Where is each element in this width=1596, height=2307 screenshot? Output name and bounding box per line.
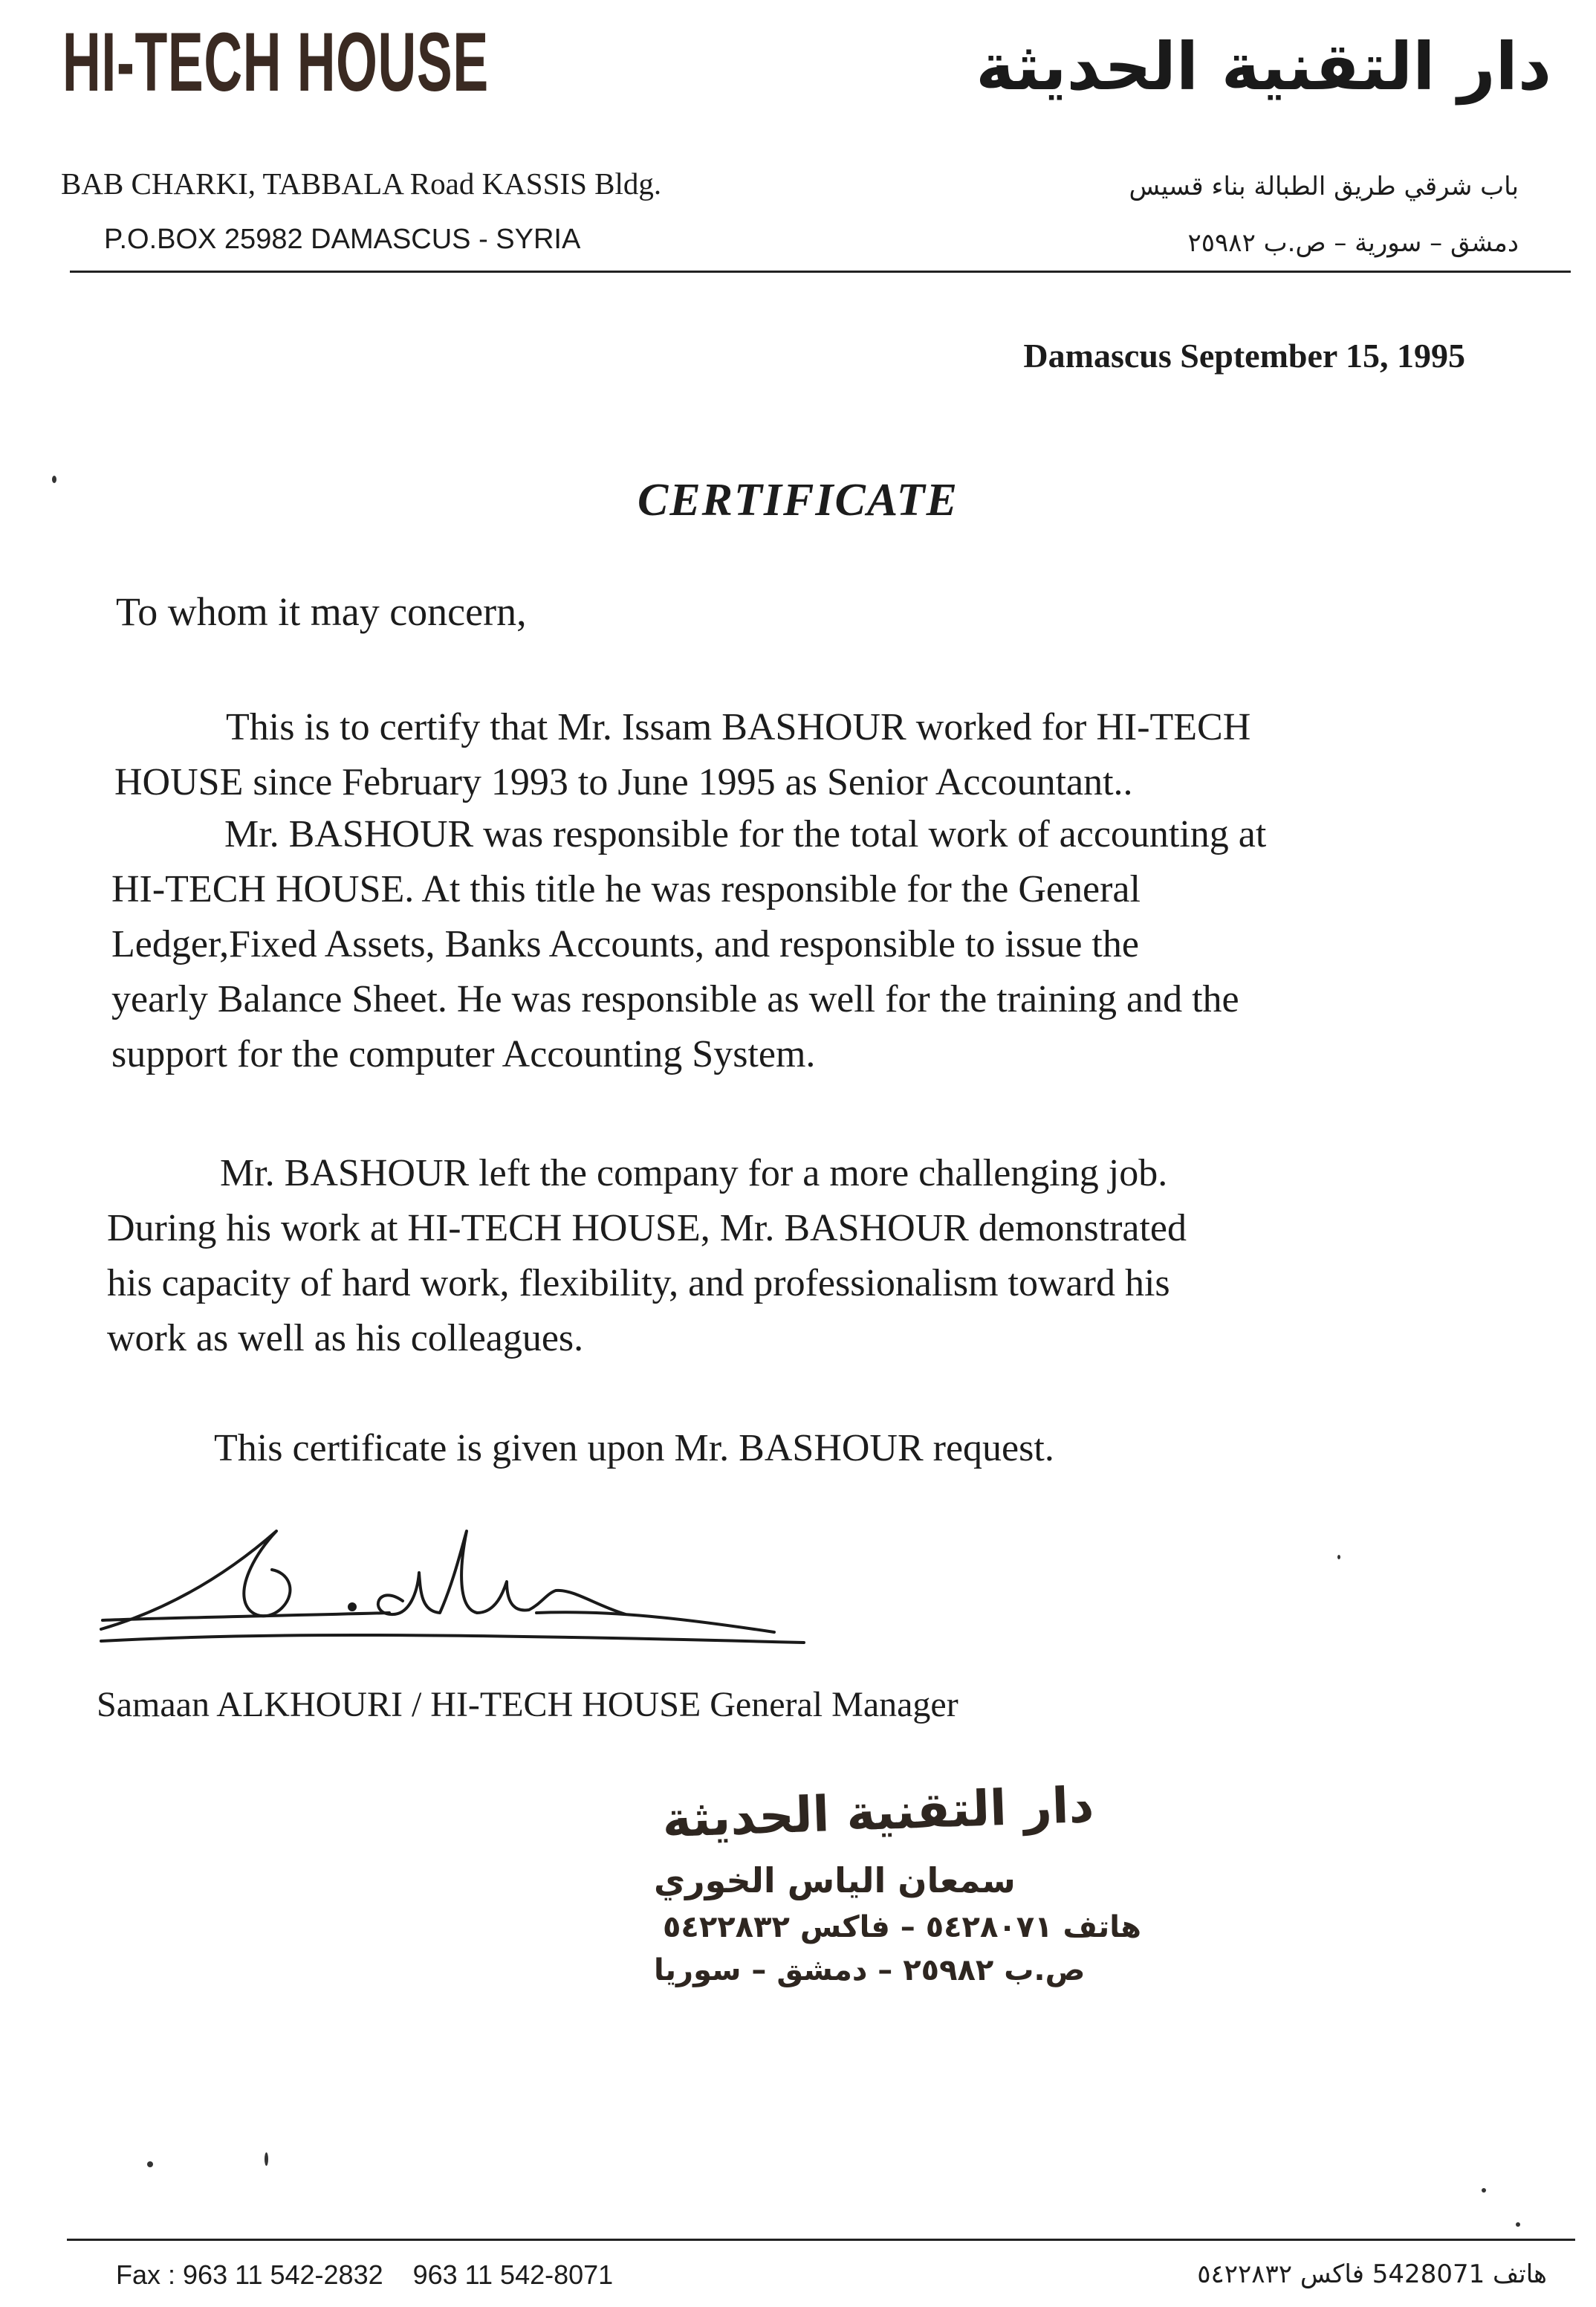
paragraph-line: Ledger,Fixed Assets, Banks Accounts, and responsible to issue the <box>111 923 1139 965</box>
scan-speck <box>1482 2188 1486 2193</box>
paragraph-line: Mr. BASHOUR left the company for a more challenging job. <box>220 1152 1168 1194</box>
paragraph-line: HI-TECH HOUSE. At this title he was responsible for the General <box>111 868 1141 910</box>
footer-fax-ar: هاتف 5428071 فاكس ٥٤٢٢٨٣٢ <box>1197 2259 1547 2289</box>
fax-number-1: 963 11 542-2832 <box>183 2259 383 2290</box>
paragraph-3 <box>107 1146 1187 1366</box>
svg-text:دار التقنية الحديثة: دار التقنية الحديثة <box>661 1776 1095 1849</box>
salutation: To whom it may concern, <box>116 589 527 634</box>
paragraph-line: support for the computer Accounting System. <box>111 1033 816 1075</box>
company-stamp-image <box>163 1776 1141 1999</box>
svg-text:سمعان الياس الخوري: سمعان الياس الخوري <box>654 1860 1016 1900</box>
address-en-line2: P.O.BOX 25982 DAMASCUS - SYRIA <box>104 224 581 255</box>
footer-fax-en <box>116 2259 613 2291</box>
fax-number-2: 963 11 542-8071 <box>412 2259 614 2290</box>
letter-title: CERTIFICATE <box>637 475 959 525</box>
svg-text:هاتف ٥٤٢٨٠٧١ – فاكس ٥٤٢٢٨٣٢: هاتف ٥٤٢٨٠٧١ – فاكس ٥٤٢٢٨٣٢ <box>663 1910 1141 1944</box>
scan-speck <box>147 2161 153 2167</box>
scan-speck <box>1337 1555 1340 1559</box>
signature-image <box>91 1501 804 1657</box>
company-name-en: HI-TECH HOUSE <box>62 16 489 109</box>
svg-text:ص.ب ٢٥٩٨٢ – دمشق – سوريا: ص.ب ٢٥٩٨٢ – دمشق – سوريا <box>654 1953 1086 1987</box>
paragraph-line: his capacity of hard work, flexibility, and professionalism toward his <box>107 1262 1170 1304</box>
address-en-line1: BAB CHARKI, TABBALA Road KASSIS Bldg. <box>61 166 662 201</box>
paragraph-line: This is to certify that Mr. Issam BASHOUR worked for HI-TECH <box>226 706 1251 748</box>
fax-label: Fax : <box>116 2259 176 2290</box>
paragraph-1 <box>114 700 1250 810</box>
company-name-ar: دار التقنية الحديثة <box>976 28 1551 105</box>
scan-speck <box>52 476 56 483</box>
paragraph-2 <box>111 807 1266 1082</box>
address-ar-line2: دمشق – سورية – ص.ب ٢٥٩٨٢ <box>1187 228 1519 258</box>
address-ar-line1: باب شرقي طريق الطبالة بناء قسيس <box>1129 172 1519 201</box>
paragraph-line: yearly Balance Sheet. He was responsible as well for the training and the <box>111 978 1239 1020</box>
paragraph-line: HOUSE since February 1993 to June 1995 as Senior Accountant.. <box>114 761 1133 803</box>
paragraph-line: work as well as his colleagues. <box>107 1317 584 1359</box>
signer-name-title: Samaan ALKHOURI / HI-TECH HOUSE General Manager <box>97 1685 958 1724</box>
header-divider <box>70 271 1571 273</box>
paragraph-line: During his work at HI-TECH HOUSE, Mr. BASHOUR demonstrated <box>107 1207 1187 1249</box>
scan-speck <box>265 2152 268 2166</box>
paragraph-line: Mr. BASHOUR was responsible for the total work of accounting at <box>224 813 1267 855</box>
footer-divider <box>67 2239 1575 2241</box>
scan-speck <box>1516 2222 1520 2227</box>
letter-date: Damascus September 15, 1995 <box>1023 337 1465 375</box>
paragraph-4: This certificate is given upon Mr. BASHOUR request. <box>214 1427 1054 1469</box>
